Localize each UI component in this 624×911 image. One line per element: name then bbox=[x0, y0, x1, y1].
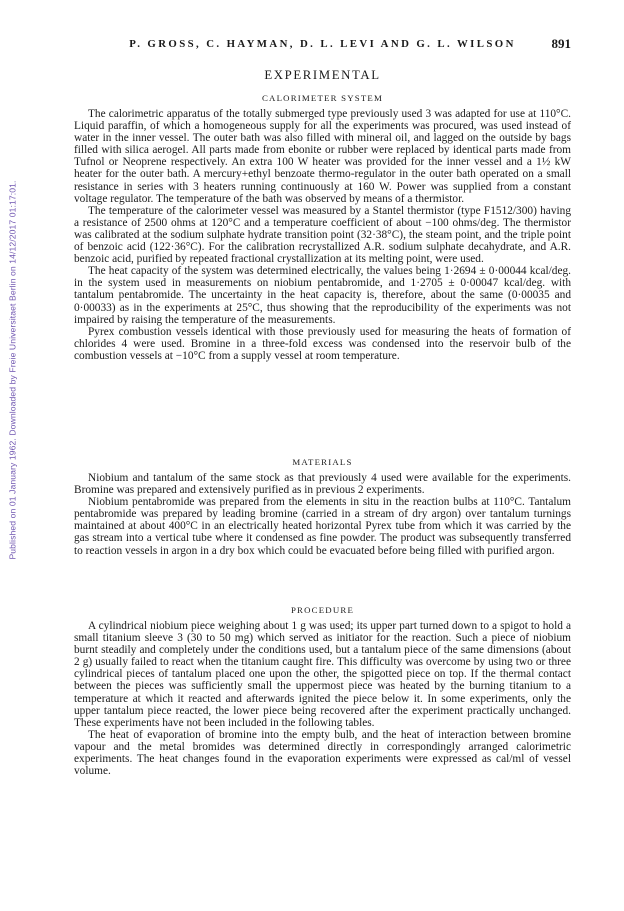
running-head bbox=[74, 38, 571, 54]
download-watermark bbox=[6, 80, 20, 660]
materials-heading: MATERIALS bbox=[292, 457, 353, 467]
calorimeter-system-heading: CALORIMETER SYSTEM bbox=[261, 93, 384, 103]
section-title: EXPERIMENTAL bbox=[264, 68, 381, 82]
paragraph: The heat capacity of the system was determined electrically, the values being 1·2694 ± 0·00044 kcal/deg. in the system used in measurements on niobium pentabromide, and 1·2705 ± 0·00047 kcal/deg. with tantalum pentabromide. The uncertainty in the heat capacity is, therefore, about the same (0·00035 and 0·00033) as in the experiments at 25°C, thus showing that the reproducibility of the experiments was not impaired by raising the temperature of the measurements. bbox=[74, 265, 571, 326]
download-watermark-text: Published on 01 January 1962. Downloaded by Freie Universitaet Berlin on 14/12/2017 01:17:01. bbox=[8, 180, 19, 560]
procedure-section bbox=[74, 605, 571, 777]
paragraph: Niobium and tantalum of the same stock as that previously 4 used were available for the experiments. Bromine was prepared and extensively purified as in previous 2 experiments. bbox=[74, 472, 571, 497]
materials-section bbox=[74, 457, 571, 557]
paragraph: Niobium pentabromide was prepared from the elements in situ in the reaction bulbs at 110°C. Tantalum pentabromide was prepared by leading bromine (carried in a stream of dry argon) over tantalum turnings maintained at about 400°C in an electrically heated horizontal Pyrex tube from which it was carried by the gas stream into a vertical tube where it condensed as fine powder. The product was subsequently transferred to reaction vessels in argon in a dry box which could be evacuated before being filled with purified argon. bbox=[74, 496, 571, 557]
paragraph: The heat of evaporation of bromine into the empty bulb, and the heat of interaction between bromine vapour and the metal bromides was determined directly in correspondingly arranged calorimetric experiments. The heat changes found in the evaporation experiments were expressed as cal/ml of vessel volume. bbox=[74, 728, 571, 778]
paragraph: A cylindrical niobium piece weighing about 1 g was used; its upper part turned down to a spigot to hold a small titanium sleeve 3 (30 to 50 mg) which served as initiator for the reaction. Such a piece of niobium burnt steadily and completely under the conditions used, but a tantalum piece of the same dimensions (about 2 g) usually failed to react when the titanium caught fire. This difficulty was overcome by using two or three cylindrical pieces of tantalum placed one upon the other, the spigotted piece on top. If the thermal contact between the pieces was sufficiently small the uppermost piece was heated by the burning titanium to a temperature at which it reacted and afterwards ignited the piece below it. In some experiments, only the upper tantalum piece reacted, the lower piece being recovered after the experiment practically unchanged. These experiments have not been included in the following tables. bbox=[74, 620, 571, 729]
calorimeter-system-section bbox=[74, 93, 571, 362]
paragraph: Pyrex combustion vessels identical with those previously used for measuring the heats of formation of chlorides 4 were used. Bromine in a three-fold excess was condensed into the reservoir bulb of the combustion vessels at −10°C from a supply vessel at room temperature. bbox=[74, 325, 571, 362]
page-number: 891 bbox=[551, 36, 571, 51]
procedure-heading: PROCEDURE bbox=[290, 605, 355, 615]
running-head-authors: P. GROSS, C. HAYMAN, D. L. LEVI AND G. L. WILSON bbox=[129, 38, 516, 50]
paragraph: The calorimetric apparatus of the totally submerged type previously used 3 was adapted for use at 110°C. Liquid paraffin, of which a homogeneous supply for all the experiments was procured, was used instead of water in the inner vessel. The outer bath was also filled with mineral oil, and lagged on the outside by bags filled with silica aerogel. All parts made from ebonite or rubber were replaced by identical parts made from Tufnol or Neoprene respectively. An extra 100 W heater was provided for the inner vessel and a 1½ kW heater for the outer bath. A mercury+ethyl benzoate thermo-regulator in the outer bath operated on a small resistance in series with 3 heaters running continuously at 160 W. Power was supplied from a constant voltage regulator. The temperature of the bath was observed by means of a thermistor. bbox=[74, 108, 571, 205]
paragraph: The temperature of the calorimeter vessel was measured by a Stantel thermistor (type F1512/300) having a resistance of 2500 ohms at 120°C and a temperature coefficient of about −100 ohms/deg. The thermistor was calibrated at the sodium sulphate hydrate transition point (32·38°C), the steam point, and the triple point of benzoic acid (122·36°C). For the calibration recrystallized A.R. sodium sulphate decahydrate, and A.R. benzoic acid, purified by repeated fractional crystallization at its melting point, were used. bbox=[74, 204, 571, 266]
